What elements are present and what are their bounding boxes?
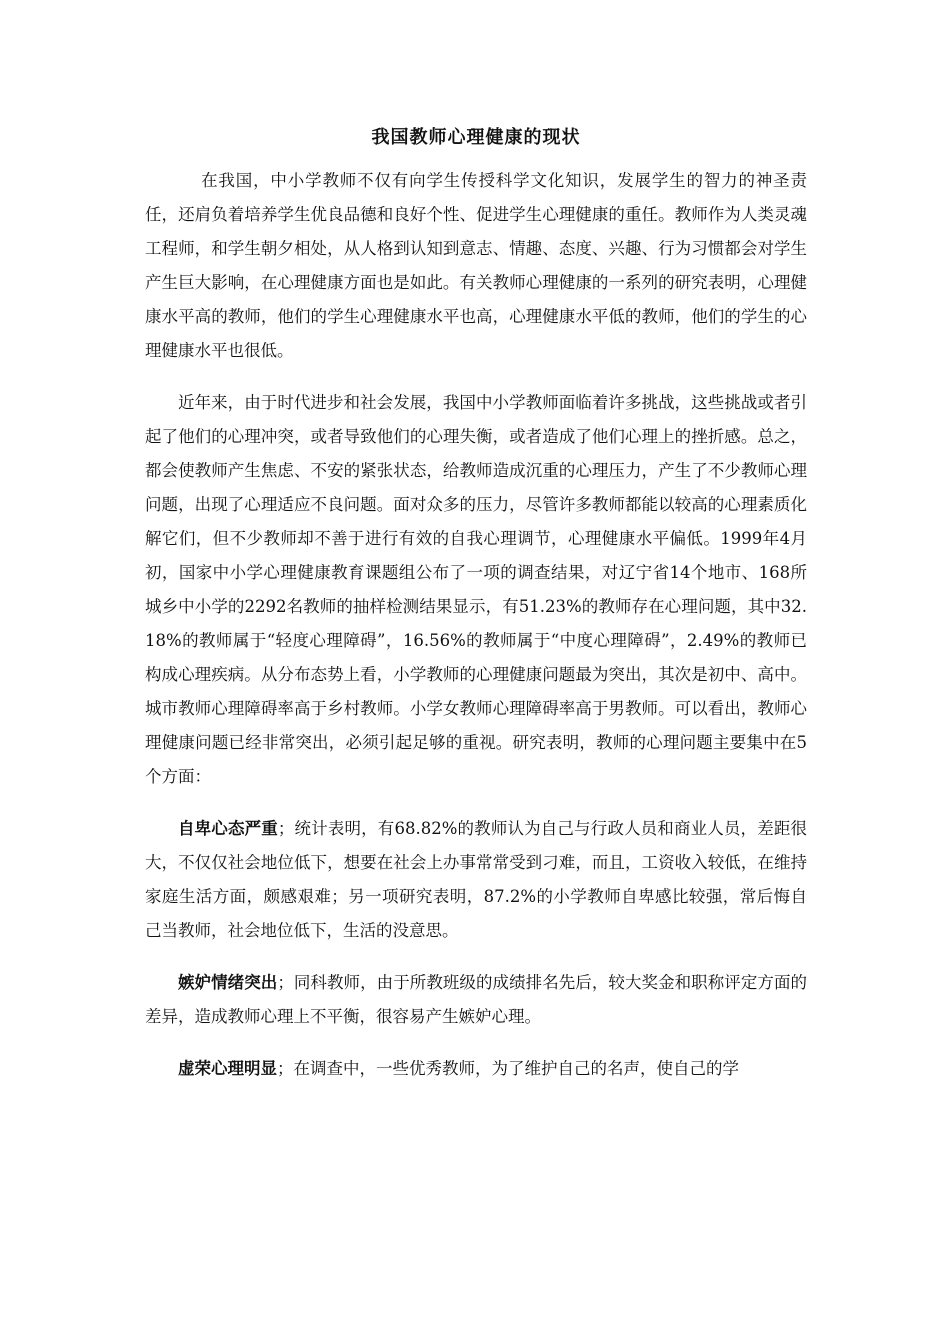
paragraph-5 bbox=[145, 1052, 807, 1086]
paragraph-3-lead: 自卑心态严重 bbox=[178, 819, 278, 838]
paragraph-4-text: ；同科教师，由于所教班级的成绩排名先后，较大奖金和职称评定方面的差异，造成教师心理上不平衡，很容易产生嫉妒心理。 bbox=[145, 973, 808, 1026]
document-title: 我国教师心理健康的现状 bbox=[371, 127, 581, 148]
paragraph-4 bbox=[145, 966, 807, 1034]
paragraph-2-text: 近年来，由于时代进步和社会发展，我国中小学教师面临着许多挑战，这些挑战或者引起了他们的心理冲突，或者导致他们的心理失衡，或者造成了他们心理上的挫折感。总之，都会使教师产生焦虑、不安的紧张状态，给教师造成沉重的心理压力，产生了不少教师心理问题，出现了心理适应不良问题。面对众多的压力，尽管许多教师都能以较高的心理素质化解它们，但不少教师却不善于进行有效的自我心理调节，心理健康水平偏低。1999年4月初，国家中小学心理健康教育课题组公布了一项的调查结果，对辽宁省14个地市、168所城乡中小学的2292名教师的抽样检测结果显示，有51.23%的教师存在心理问题，其中32.18%的教师属于“轻度心理障碍”，16.56%的教师属于“中度心理障碍”，2.49%的教师已构成心理疾病。从分布态势上看，小学教师的心理健康问题最为突出，其次是初中、高中。城市教师心理障碍率高于乡村教师。小学女教师心理障碍率高于男教师。可以看出，教师心理健康问题已经非常突出，必须引起足够的重视。研究表明，教师的心理问题主要集中在5个方面： bbox=[145, 393, 807, 786]
paragraph-2 bbox=[145, 386, 807, 794]
paragraph-5-text: ；在调查中，一些优秀教师，为了维护自己的名声，使自己的学 bbox=[277, 1059, 739, 1078]
paragraph-3 bbox=[145, 812, 807, 948]
paragraph-3-text: ；统计表明，有68.82%的教师认为自己与行政人员和商业人员，差距很大，不仅仅社会地位低下，想要在社会上办事常常受到刁难，而且，工资收入较低，在维持家庭生活方面，颇感艰难；另一项研究表明，87.2%的小学教师自卑感比较强，常后悔自己当教师，社会地位低下，生活的没意思。 bbox=[145, 819, 808, 940]
paragraph-1 bbox=[145, 164, 807, 368]
paragraph-1-text: 在我国，中小学教师不仅有向学生传授科学文化知识，发展学生的智力的神圣责任，还肩负着培养学生优良品德和良好个性、促进学生心理健康的重任。教师作为人类灵魂工程师，和学生朝夕相处，从人格到认知到意志、情趣、态度、兴趣、行为习惯都会对学生产生巨大影响，在心理健康方面也是如此。有关教师心理健康的一系列的研究表明，心理健康水平高的教师，他们的学生心理健康水平也高，心理健康水平低的教师，他们的学生的心理健康水平也很低。 bbox=[145, 171, 807, 360]
paragraph-4-lead: 嫉妒情绪突出 bbox=[178, 973, 278, 992]
document-page bbox=[145, 118, 807, 1104]
paragraph-5-lead: 虚荣心理明显 bbox=[178, 1059, 277, 1078]
